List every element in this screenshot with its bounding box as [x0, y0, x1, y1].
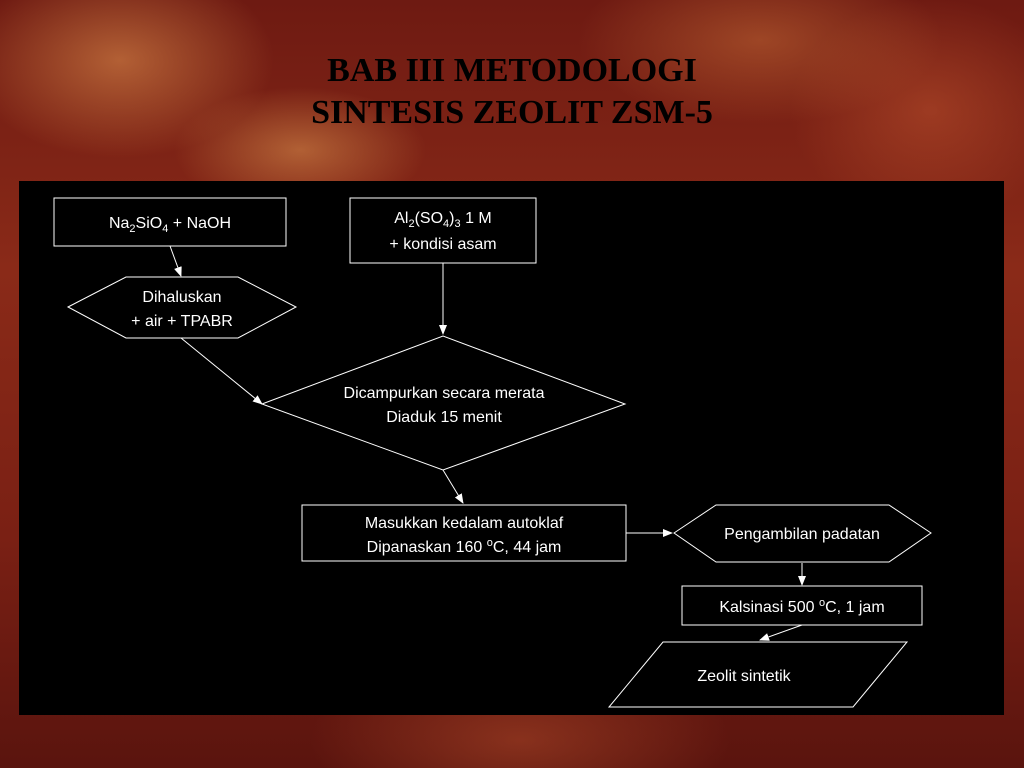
node3-line-2: + air + TPABR	[131, 313, 233, 330]
svg-text:Kalsinasi 500 oC, 1 jam	[719, 597, 884, 616]
title-line-2: SINTESIS ZEOLIT ZSM-5	[311, 94, 713, 131]
node2-text-c: (SO	[414, 210, 444, 227]
node-na2sio4-naoh	[54, 198, 286, 246]
node-kalsinasi	[682, 586, 922, 625]
node1-text-d: 4	[162, 223, 169, 235]
node1-text-c: SiO	[135, 215, 163, 232]
node2-text-e: )	[449, 210, 455, 227]
node1-text-e: + NaOH	[168, 215, 232, 232]
arrow-node4-to-node5	[443, 470, 463, 503]
node4-line-2: Diaduk 15 menit	[386, 409, 502, 426]
arrow-node3-to-node4	[181, 338, 262, 404]
node5-line2-b: o	[486, 537, 493, 549]
node3-line-1: Dihaluskan	[142, 289, 222, 306]
node-dihaluskan	[68, 277, 296, 338]
node2-text-a: Al	[394, 210, 409, 227]
node5-line2-c: C, 44 jam	[492, 539, 562, 556]
node7-text-a: Kalsinasi 500	[719, 599, 819, 616]
node1-text-b: 2	[129, 223, 136, 235]
node1-text-a: Na	[108, 215, 130, 232]
node-al2so43	[350, 198, 536, 263]
node4-line-1: Dicampurkan secara merata	[343, 385, 545, 402]
node5-line-1: Masukkan kedalam autoklaf	[364, 515, 564, 532]
node-autoklaf	[302, 505, 626, 561]
node7-text-c: C, 1 jam	[825, 599, 885, 616]
node7-text-b: o	[818, 597, 826, 609]
arrow-node1-to-node3	[170, 246, 181, 276]
arrow-node7-to-node8	[760, 625, 802, 640]
node8-line-1: Zeolit sintetik	[697, 668, 791, 685]
node2-text-g: 1 M	[460, 210, 492, 227]
node2-text-b: 2	[408, 218, 415, 230]
svg-text:Dipanaskan 160 oC, 44 jam	[367, 537, 562, 556]
node6-line-1: Pengambilan padatan	[724, 526, 880, 543]
node-dicampurkan	[262, 336, 625, 470]
node2-text-d: 4	[443, 218, 450, 230]
title-line-1: BAB III METODOLOGI	[327, 52, 697, 89]
node-zeolit-sintetik	[609, 642, 907, 707]
node2-line-2: + kondisi asam	[389, 236, 497, 253]
node-pengambilan-padatan	[674, 505, 931, 562]
node2-text-f: 3	[454, 218, 461, 230]
node5-line2-a: Dipanaskan 160	[366, 539, 487, 556]
